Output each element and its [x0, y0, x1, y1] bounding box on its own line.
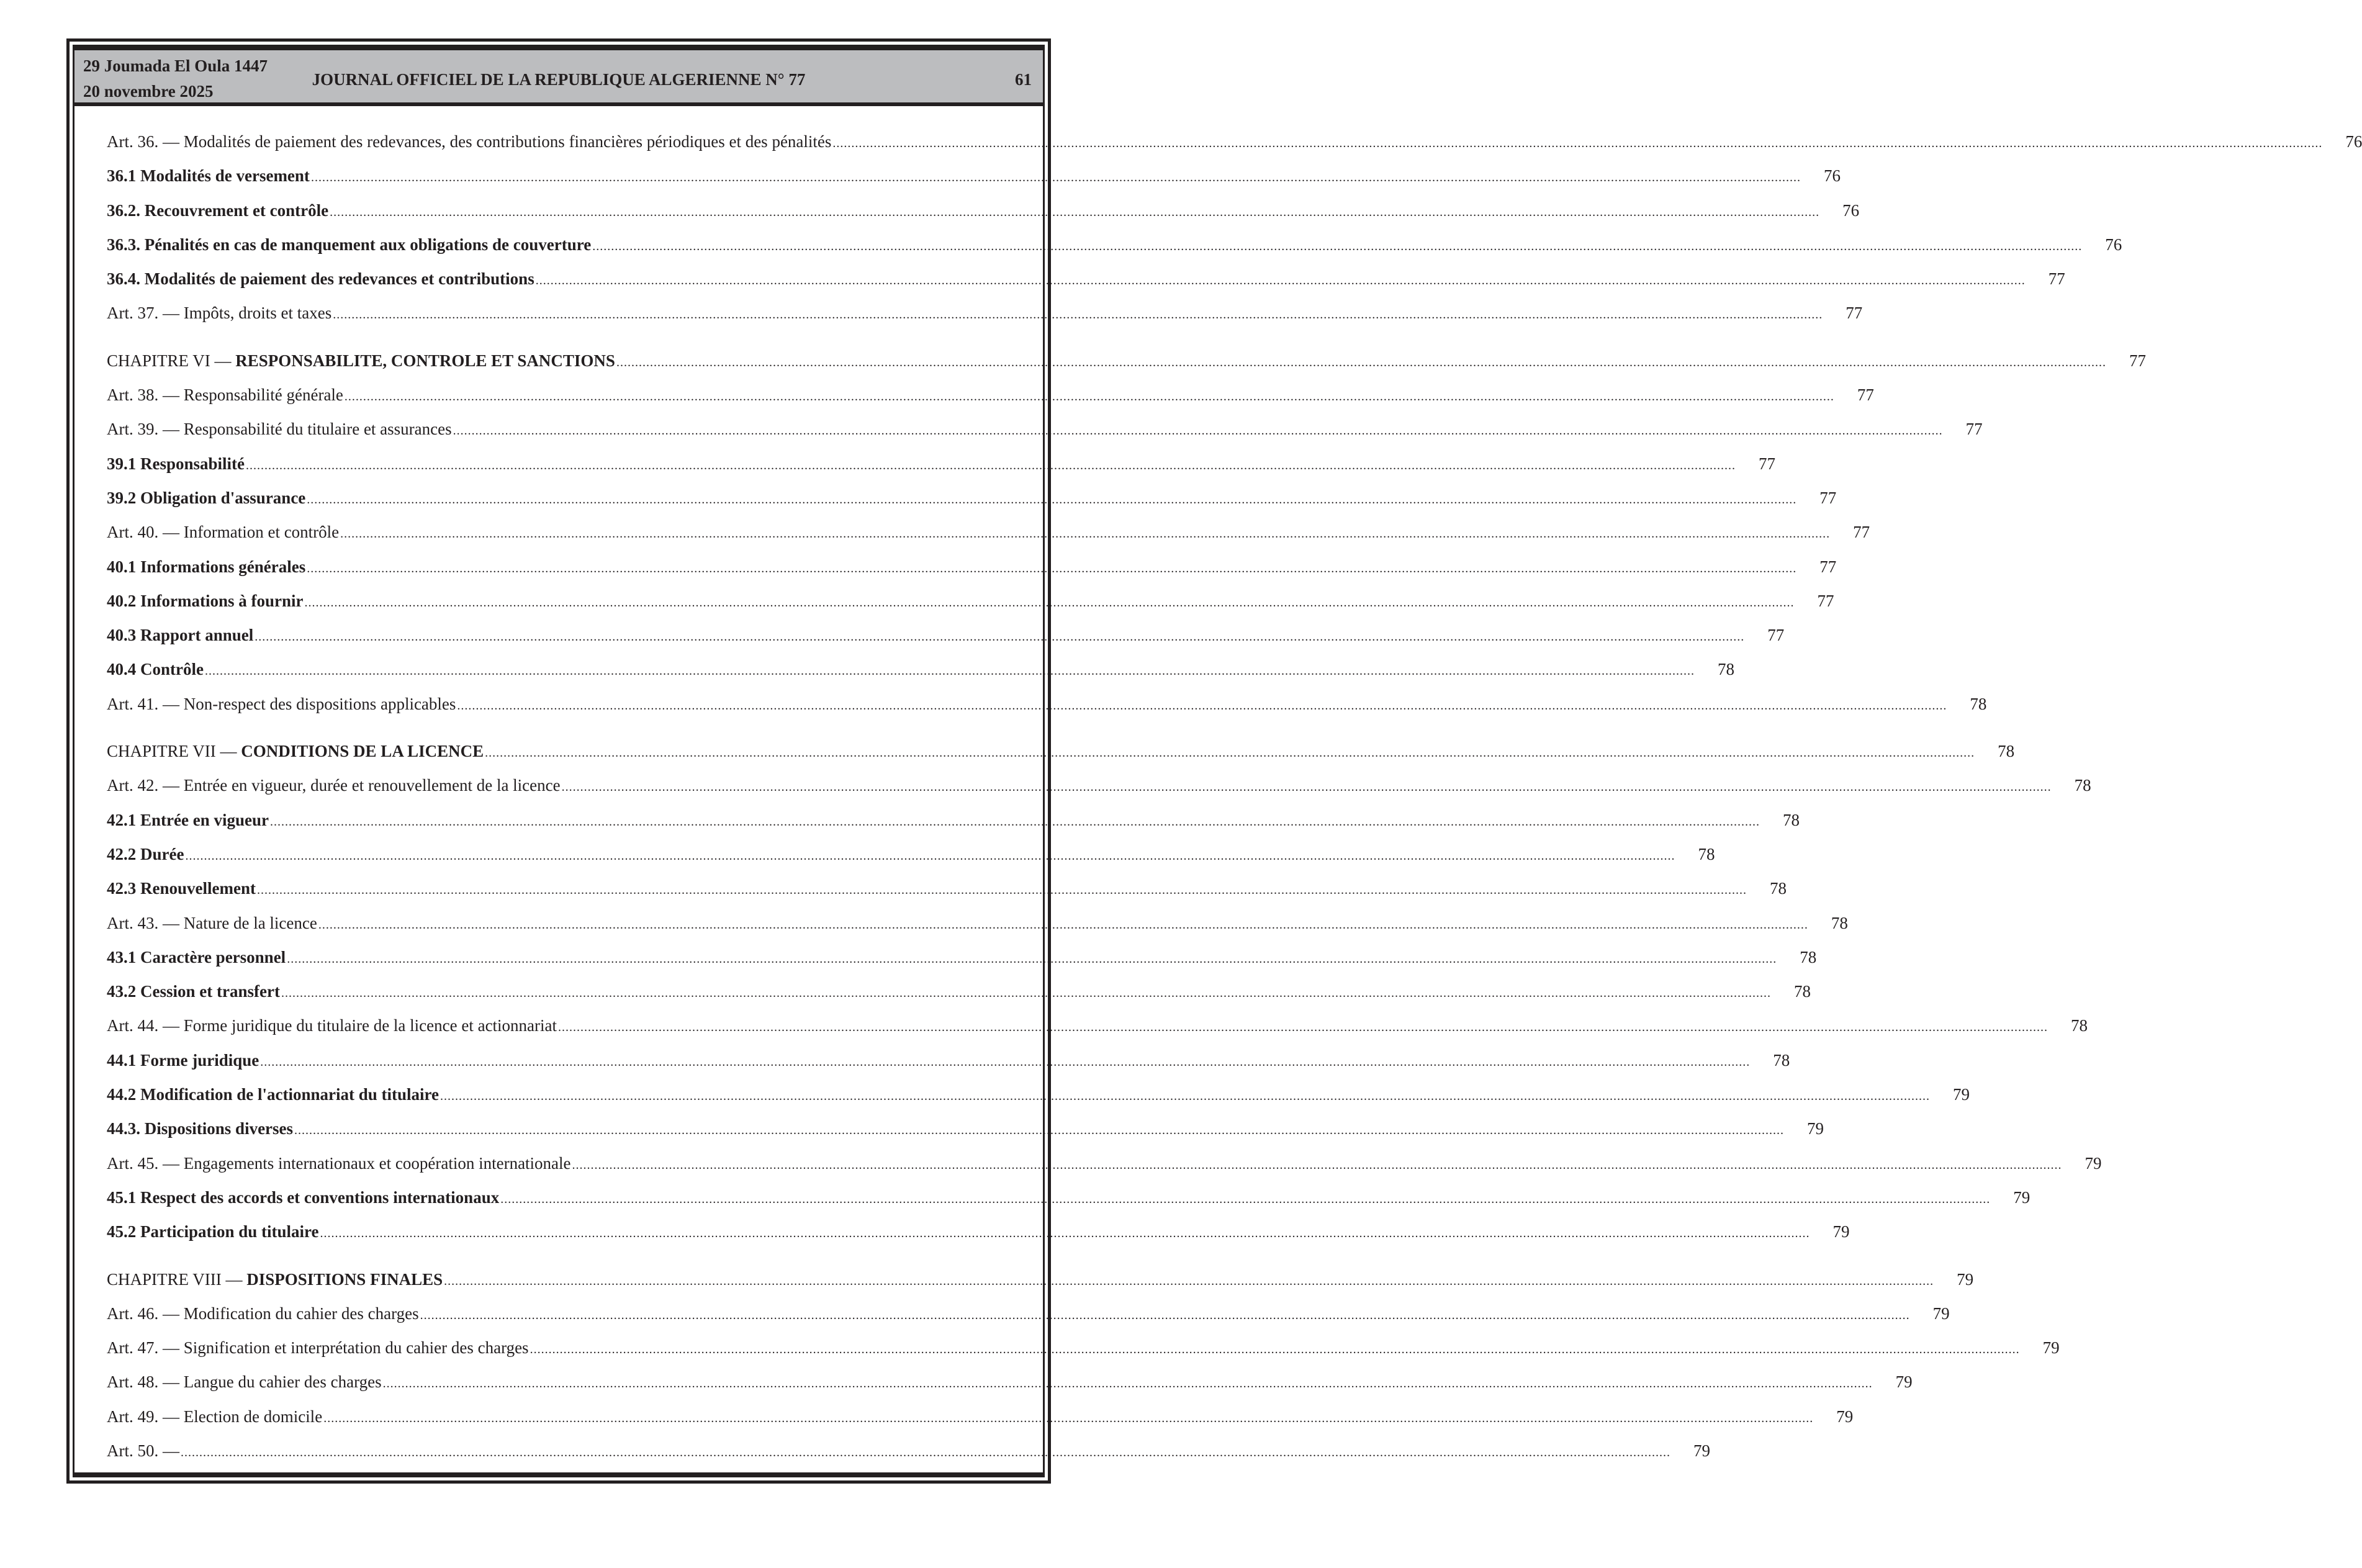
toc-entry-prefix: Art. 45. — [107, 1153, 184, 1173]
toc-entry-prefix: Art. 50. — [107, 1441, 179, 1460]
toc-entry-title: 36.4. Modalités de paiement des redevances et contributions [107, 269, 534, 289]
dot-leader: ................................................................................................................................................................................................................................................................................................................................................................................................................ [420, 1308, 1910, 1322]
toc-entry-page: 77 [1965, 420, 1983, 439]
hijri-date: 29 Joumada El Oula 1447 [83, 56, 268, 75]
toc-entry-title: 40.1 Informations générales [107, 557, 306, 576]
toc-entry-label [107, 845, 184, 864]
toc-entry-title: 43.1 Caractère personnel [107, 947, 286, 966]
toc-article-entry [107, 776, 2091, 810]
toc-entry-prefix: CHAPITRE VI — [107, 351, 236, 370]
dot-leader: ................................................................................................................................................................................................................................................................................................................................................................................................................ [260, 1055, 1751, 1069]
toc-entry-prefix: Art. 43. — [107, 913, 184, 932]
toc-entry-page: 77 [1819, 557, 1837, 576]
dot-leader: ................................................................................................................................................................................................................................................................................................................................................................................................................ [572, 1158, 2062, 1172]
toc-entry-page: 79 [1836, 1407, 1854, 1426]
dot-leader: ................................................................................................................................................................................................................................................................................................................................................................................................................ [832, 137, 2323, 150]
toc-entry-title: Responsabilité du titulaire et assurances [183, 420, 452, 439]
dot-leader: ................................................................................................................................................................................................................................................................................................................................................................................................................ [246, 458, 1736, 472]
toc-subsection-entry [107, 1222, 1850, 1256]
toc-entry-label [107, 660, 204, 679]
toc-entry-label [107, 982, 280, 1001]
toc-entry-prefix: Art. 36. — [107, 132, 184, 151]
toc-entry-title: DISPOSITIONS FINALES [246, 1269, 443, 1289]
toc-entry-label [107, 1338, 529, 1358]
toc-entry-page: 78 [1793, 982, 1811, 1001]
toc-article-entry [107, 304, 1863, 338]
page-number: 61 [1015, 70, 1032, 89]
dot-leader: ................................................................................................................................................................................................................................................................................................................................................................................................................ [318, 917, 1808, 932]
toc-entry-prefix: CHAPITRE VII — [107, 742, 241, 761]
toc-subsection-entry [107, 1119, 1824, 1153]
toc-entry-page: 77 [1846, 304, 1863, 323]
toc-article-entry [107, 420, 1983, 454]
toc-entry-page: 79 [2042, 1338, 2060, 1358]
toc-entry-title: 43.2 Cession et transfert [107, 982, 280, 1001]
toc-article-entry [107, 1016, 2088, 1050]
dot-leader: ................................................................................................................................................................................................................................................................................................................................................................................................................ [457, 698, 1947, 713]
toc-entry-page: 78 [1769, 879, 1787, 898]
toc-entry-page: 78 [1831, 913, 1848, 932]
toc-entry-label [107, 166, 310, 186]
toc-article-entry [107, 1407, 1854, 1441]
toc-entry-label [107, 1222, 319, 1241]
dot-leader: ................................................................................................................................................................................................................................................................................................................................................................................................................ [255, 630, 1745, 644]
toc-entry-title: Signification et interprétation du cahier des charges [183, 1338, 529, 1358]
dot-leader: ................................................................................................................................................................................................................................................................................................................................................................................................................ [281, 986, 1771, 1001]
toc-entry-label [107, 269, 534, 289]
toc-entry-label [107, 914, 317, 933]
dot-leader: ................................................................................................................................................................................................................................................................................................................................................................................................................ [444, 1274, 1934, 1288]
toc-entry-label [107, 626, 253, 645]
gregorian-date: 20 novembre 2025 [83, 82, 214, 101]
toc-entry-title: 40.3 Rapport annuel [107, 626, 254, 645]
dot-leader: ................................................................................................................................................................................................................................................................................................................................................................................................................ [185, 849, 1675, 863]
journal-title: JOURNAL OFFICIEL DE LA REPUBLIQUE ALGERIENNE N° 77 [312, 70, 806, 89]
toc-chapter-entry [107, 351, 2146, 385]
toc-entry-label [107, 1372, 382, 1392]
toc-entry-label [107, 523, 339, 542]
toc-entry-prefix: Art. 39. — [107, 420, 184, 439]
toc-entry-label [107, 592, 304, 611]
toc-entry-page: 77 [2048, 269, 2065, 289]
toc-entry-page: 79 [2013, 1187, 2031, 1207]
toc-entry-label [107, 1441, 179, 1461]
dot-leader: ................................................................................................................................................................................................................................................................................................................................................................................................................ [204, 664, 1695, 678]
toc-entry-label [107, 811, 269, 830]
toc-entry-title: 45.1 Respect des accords et conventions internationaux [107, 1187, 500, 1207]
toc-entry-prefix: Art. 48. — [107, 1372, 184, 1392]
toc-article-entry [107, 1304, 1950, 1338]
toc-entry-label [107, 1188, 499, 1207]
toc-entry-page: 78 [1782, 810, 1800, 829]
toc-subsection-entry [107, 982, 1811, 1016]
dot-leader: ................................................................................................................................................................................................................................................................................................................................................................................................................ [561, 780, 2052, 795]
table-of-contents [107, 132, 2362, 1476]
toc-article-entry [107, 1338, 2060, 1372]
toc-subsection-entry [107, 947, 1817, 982]
dot-leader: ................................................................................................................................................................................................................................................................................................................................................................................................................ [382, 1377, 1873, 1391]
toc-entry-title: Non-respect des dispositions applicables [183, 694, 456, 713]
toc-entry-prefix: Art. 37. — [107, 304, 184, 323]
toc-entry-prefix: Art. 44. — [107, 1016, 184, 1035]
toc-article-entry [107, 694, 1987, 729]
dot-leader: ................................................................................................................................................................................................................................................................................................................................................................................................................ [500, 1192, 1991, 1206]
toc-entry-title: Responsabilité générale [183, 385, 343, 405]
toc-entry-label [107, 557, 305, 577]
dot-leader: ................................................................................................................................................................................................................................................................................................................................................................................................................ [287, 952, 1777, 966]
toc-subsection-entry [107, 1050, 1790, 1085]
dot-leader: ................................................................................................................................................................................................................................................................................................................................................................................................................ [323, 1411, 1814, 1425]
toc-entry-title: 44.2 Modification de l'actionnariat du titulaire [107, 1085, 439, 1104]
toc-entry-page: 78 [2074, 776, 2091, 795]
toc-subsection-entry [107, 557, 1837, 592]
toc-subsection-entry [107, 201, 1860, 235]
toc-entry-prefix: Art. 41. — [107, 694, 184, 713]
dot-leader: ................................................................................................................................................................................................................................................................................................................................................................................................................ [256, 883, 1747, 898]
toc-entry-title: 40.4 Contrôle [107, 660, 204, 679]
toc-entry-prefix: Art. 38. — [107, 385, 184, 405]
toc-entry-page: 77 [1819, 488, 1837, 507]
toc-subsection-entry [107, 269, 2065, 304]
dot-leader: ................................................................................................................................................................................................................................................................................................................................................................................................................ [294, 1124, 1785, 1138]
toc-subsection-entry [107, 1187, 2031, 1222]
toc-subsection-entry [107, 844, 1715, 879]
toc-entry-title: 36.2. Recouvrement et contrôle [107, 201, 329, 220]
dot-leader: ................................................................................................................................................................................................................................................................................................................................................................................................................ [485, 746, 1975, 760]
toc-entry-title: 40.2 Informations à fournir [107, 591, 304, 610]
toc-entry-page: 78 [1717, 660, 1734, 679]
toc-entry-title: CONDITIONS DE LA LICENCE [241, 742, 484, 761]
dot-leader: ................................................................................................................................................................................................................................................................................................................................................................................................................ [453, 424, 1943, 438]
toc-entry-title: 39.1 Responsabilité [107, 454, 245, 473]
toc-entry-prefix: CHAPITRE VIII — [107, 1269, 247, 1289]
dot-leader: ................................................................................................................................................................................................................................................................................................................................................................................................................ [307, 492, 1797, 507]
toc-entry-label [107, 420, 452, 439]
toc-subsection-entry [107, 166, 1841, 201]
toc-entry-prefix: Art. 47. — [107, 1338, 184, 1358]
toc-entry-page: 76 [1842, 201, 1860, 220]
page-inner-frame [73, 45, 2362, 1477]
toc-entry-page: 78 [1773, 1050, 1790, 1070]
toc-entry-page: 78 [1998, 742, 2015, 761]
toc-entry-title: Modification du cahier des charges [183, 1304, 419, 1323]
toc-entry-title: 36.3. Pénalités en cas de manquement aux obligations de couverture [107, 235, 592, 254]
toc-entry-title: Nature de la licence [183, 913, 317, 932]
toc-entry-title: 36.1 Modalités de versement [107, 166, 310, 186]
toc-subsection-entry [107, 879, 1787, 913]
toc-entry-title: Langue du cahier des charges [183, 1372, 382, 1392]
toc-entry-page: 79 [1957, 1269, 1974, 1289]
toc-entry-label [107, 1154, 571, 1173]
dot-leader: ................................................................................................................................................................................................................................................................................................................................................................................................................ [181, 1445, 1670, 1459]
toc-article-entry [107, 385, 1874, 420]
toc-article-entry [107, 132, 2362, 166]
toc-entry-label [107, 454, 245, 474]
toc-entry-title: Information et contrôle [183, 523, 340, 542]
toc-entry-label [107, 879, 256, 898]
dot-leader: ................................................................................................................................................................................................................................................................................................................................................................................................................ [333, 308, 1823, 322]
toc-entry-label [107, 1407, 322, 1426]
toc-entry-page: 79 [1832, 1222, 1850, 1241]
toc-entry-label [107, 304, 331, 323]
toc-entry-title: Impôts, droits et taxes [183, 304, 332, 323]
toc-entry-label [107, 1016, 557, 1035]
page-frame [66, 38, 2362, 1484]
dot-leader: ................................................................................................................................................................................................................................................................................................................................................................................................................ [344, 390, 1834, 404]
toc-subsection-entry [107, 660, 1734, 694]
toc-chapter-entry [107, 742, 2015, 776]
toc-entry-title: RESPONSABILITE, CONTROLE ET SANCTIONS [235, 351, 615, 370]
toc-entry-label [107, 385, 343, 405]
toc-subsection-entry [107, 810, 1800, 845]
toc-entry-prefix: Art. 46. — [107, 1304, 184, 1323]
toc-entry-title: 44.1 Forme juridique [107, 1050, 259, 1070]
toc-entry-title: 42.2 Durée [107, 844, 184, 863]
toc-entry-page: 77 [1857, 385, 1874, 405]
toc-entry-label [107, 1270, 443, 1289]
toc-entry-label [107, 351, 615, 371]
toc-entry-label [107, 1119, 293, 1138]
toc-entry-label [107, 1051, 259, 1070]
toc-entry-page: 77 [1853, 523, 1870, 542]
toc-entry-title: Engagements internationaux et coopération internationale [183, 1153, 571, 1173]
toc-chapter-entry [107, 1269, 1974, 1304]
toc-entry-label [107, 1085, 439, 1104]
toc-entry-page: 78 [1698, 844, 1715, 863]
toc-entry-label [107, 1304, 419, 1323]
toc-entry-label [107, 695, 456, 714]
toc-entry-page: 77 [1767, 626, 1785, 645]
toc-entry-page: 76 [1823, 166, 1841, 186]
toc-entry-label [107, 132, 831, 151]
dot-leader: ................................................................................................................................................................................................................................................................................................................................................................................................................ [558, 1021, 2049, 1035]
toc-entry-page: 79 [1932, 1304, 1950, 1323]
toc-article-entry [107, 913, 1848, 948]
toc-entry-prefix: Art. 49. — [107, 1407, 184, 1426]
toc-article-entry [107, 523, 1870, 557]
toc-entry-label [107, 489, 305, 508]
toc-entry-title: Modalités de paiement des redevances, des contributions financières périodiques et des pénalités [183, 132, 832, 151]
toc-entry-prefix: Art. 42. — [107, 776, 184, 795]
toc-entry-page: 77 [1759, 454, 1776, 473]
toc-entry-label [107, 776, 561, 795]
toc-entry-title: 42.3 Renouvellement [107, 879, 256, 898]
toc-entry-page: 78 [2071, 1016, 2088, 1035]
toc-entry-page: 79 [2085, 1153, 2102, 1173]
dot-leader: ................................................................................................................................................................................................................................................................................................................................................................................................................ [535, 274, 2026, 288]
toc-entry-title: 39.2 Obligation d'assurance [107, 488, 306, 507]
dot-leader: ................................................................................................................................................................................................................................................................................................................................................................................................................ [304, 595, 1795, 610]
toc-entry-label [107, 948, 286, 967]
toc-subsection-entry [107, 235, 2122, 269]
dot-leader: ................................................................................................................................................................................................................................................................................................................................................................................................................ [340, 527, 1831, 541]
toc-entry-page: 79 [1953, 1085, 1970, 1104]
toc-subsection-entry [107, 626, 1785, 660]
page-header [74, 47, 1043, 106]
dot-leader: ................................................................................................................................................................................................................................................................................................................................................................................................................ [330, 205, 1820, 219]
toc-entry-prefix: Art. 40. — [107, 523, 184, 542]
toc-article-entry [107, 1372, 1913, 1407]
toc-entry-title: 42.1 Entrée en vigueur [107, 810, 269, 829]
toc-entry-title: 44.3. Dispositions diverses [107, 1119, 294, 1138]
toc-subsection-entry [107, 1085, 1970, 1119]
toc-entry-title: Election de domicile [183, 1407, 323, 1426]
toc-entry-page: 78 [1970, 694, 1987, 713]
dot-leader: ................................................................................................................................................................................................................................................................................................................................................................................................................ [592, 239, 2083, 253]
toc-entry-title: Forme juridique du titulaire de la licence et actionnariat [183, 1016, 557, 1035]
toc-entry-page: 78 [1800, 947, 1817, 966]
toc-entry-page: 76 [2105, 235, 2122, 254]
toc-entry-label [107, 742, 484, 761]
dot-leader: ................................................................................................................................................................................................................................................................................................................................................................................................................ [269, 814, 1760, 829]
toc-entry-page: 79 [1807, 1119, 1824, 1138]
dot-leader: ................................................................................................................................................................................................................................................................................................................................................................................................................ [307, 561, 1797, 575]
toc-subsection-entry [107, 591, 1834, 626]
toc-entry-page: 77 [2129, 351, 2146, 370]
toc-subsection-entry [107, 488, 1837, 523]
dot-leader: ................................................................................................................................................................................................................................................................................................................................................................................................................ [616, 355, 2106, 369]
toc-entry-label [107, 201, 328, 220]
toc-entry-page: 76 [2345, 132, 2362, 151]
toc-entry-page: 79 [1895, 1372, 1913, 1392]
toc-entry-title: Entrée en vigueur, durée et renouvellement de la licence [183, 776, 561, 795]
toc-subsection-entry [107, 454, 1776, 489]
toc-entry-page: 77 [1817, 591, 1834, 610]
toc-article-entry [107, 1153, 2102, 1188]
toc-entry-title: 45.2 Participation du titulaire [107, 1222, 319, 1241]
dot-leader: ................................................................................................................................................................................................................................................................................................................................................................................................................ [310, 171, 1801, 185]
dot-leader: ................................................................................................................................................................................................................................................................................................................................................................................................................ [440, 1089, 1930, 1104]
dot-leader: ................................................................................................................................................................................................................................................................................................................................................................................................................ [320, 1227, 1810, 1241]
toc-entry-label [107, 235, 591, 255]
dot-leader: ................................................................................................................................................................................................................................................................................................................................................................................................................ [530, 1343, 2020, 1357]
toc-entry-page: 79 [1693, 1441, 1710, 1460]
toc-article-entry [107, 1441, 1710, 1476]
